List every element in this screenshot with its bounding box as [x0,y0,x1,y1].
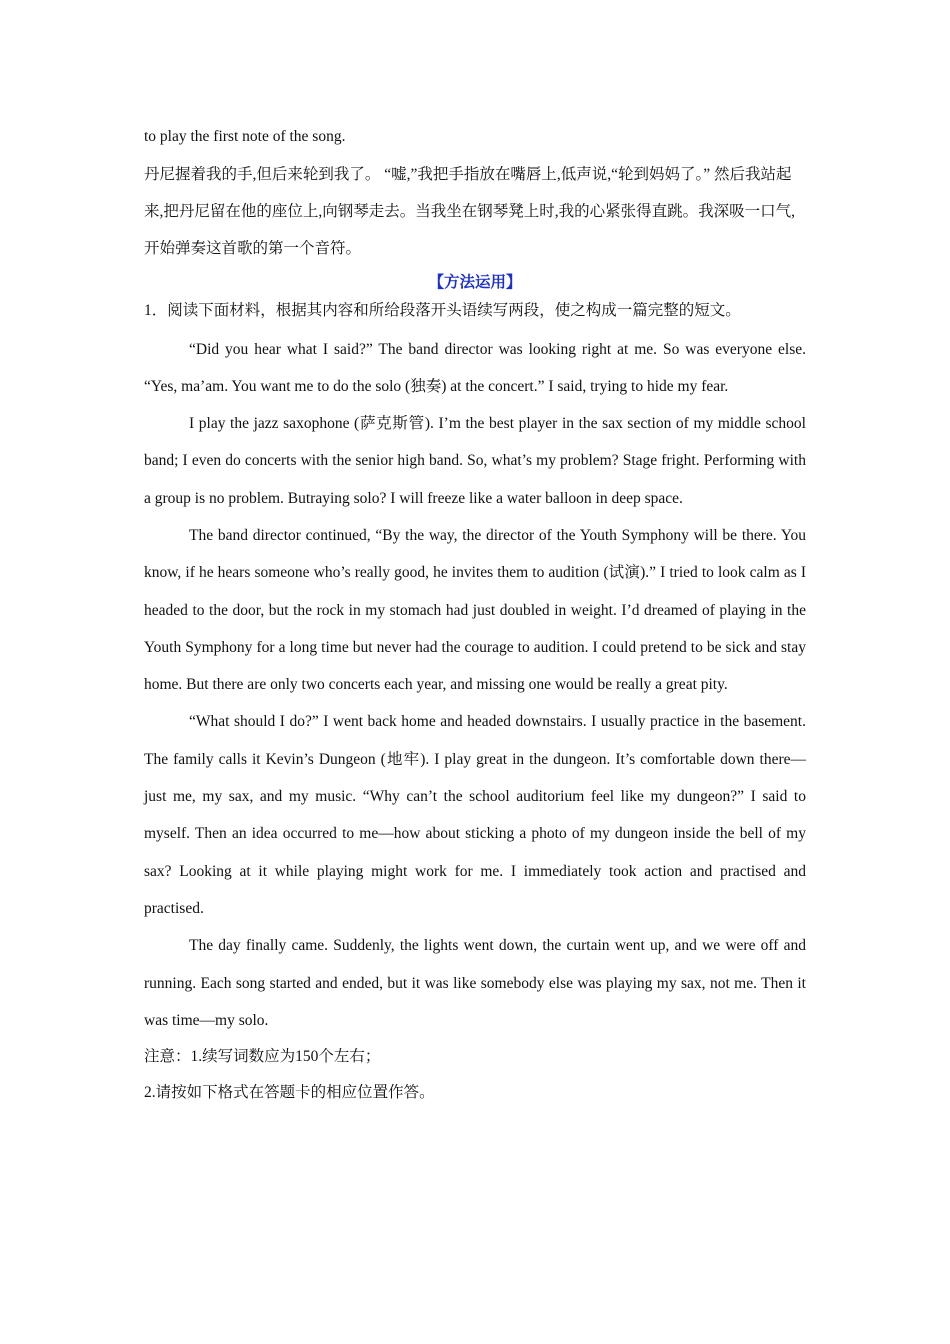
previous-english-tail: to play the first note of the song. [144,128,346,145]
story-paragraph-3: The band director continued, “By the way, the director of the Youth Symphony will be there. You know, if he hears someone who’s really good, he invites them to audition (试演).” I tried to look calm as I headed to the door, but the rock in my stomach had just doubled in weight. I’d dreamed of playing in the Youth Symphony for a long time but never had the courage to audition. I could pretend to be sick and stay home. But there are only two concerts each year, and missing one would be really a great pity. [144,526,806,694]
story-paragraph-5: The day finally came. Suddenly, the lights went down, the curtain went up, and we were off and running. Each song started and ended, but it was like somebody else was playing my sax, not me. Then it was time—my solo. [144,937,806,1029]
story-paragraph-2: I play the jazz saxophone (萨克斯管). I’m the best player in the sax section of my middle school band; I even do concerts with the senior high band. So, what’s my problem? Stage fright. Performing with a group is no problem. Butraying solo? I will freeze like a water balloon in deep space. [144,415,806,507]
document-page [144,118,806,1111]
story-paragraph-4: “What should I do?” I went back home and headed downstairs. I usually practice in the basement. The family calls it Kevin’s Dungeon (地牢). I play great in the dungeon. It’s comfortable down there—just me, my sax, and my music. “Why can’t the school auditorium feel like my dungeon?” I said to myself. Then an idea occurred to me—how about sticking a photo of my dungeon inside the bell of my sax? Looking at it while playing might work for me. I immediately took action and practised and practised. [144,713,806,917]
previous-chinese-translation: 丹尼握着我的手,但后来轮到我了。 “嘘,”我把手指放在嘴唇上,低声说,“轮到妈妈了。” 然后我站起来,把丹尼留在他的座位上,向钢琴走去。当我坐在钢琴凳上时,我的心紧张得直跳。我深吸一口气,开始弹奏这首歌的第一个音符。 [144,165,796,257]
question-prompt: 1．阅读下面材料，根据其内容和所给段落开头语续写两段，使之构成一篇完整的短文。 [144,301,741,319]
note-word-count: 注意：1.续写词数应为150个左右； [144,1048,381,1066]
story-paragraph-1: “Did you hear what I said?” The band director was looking right at me. So was everyone else. “Yes, ma’am. You want me to do the solo (独奏) at the concert.” I said, trying to hide my fear. [144,340,806,395]
section-heading: 【方法运用】 [428,273,522,291]
note-answer-format: 2.请按如下格式在答题卡的相应位置作答。 [144,1084,435,1102]
